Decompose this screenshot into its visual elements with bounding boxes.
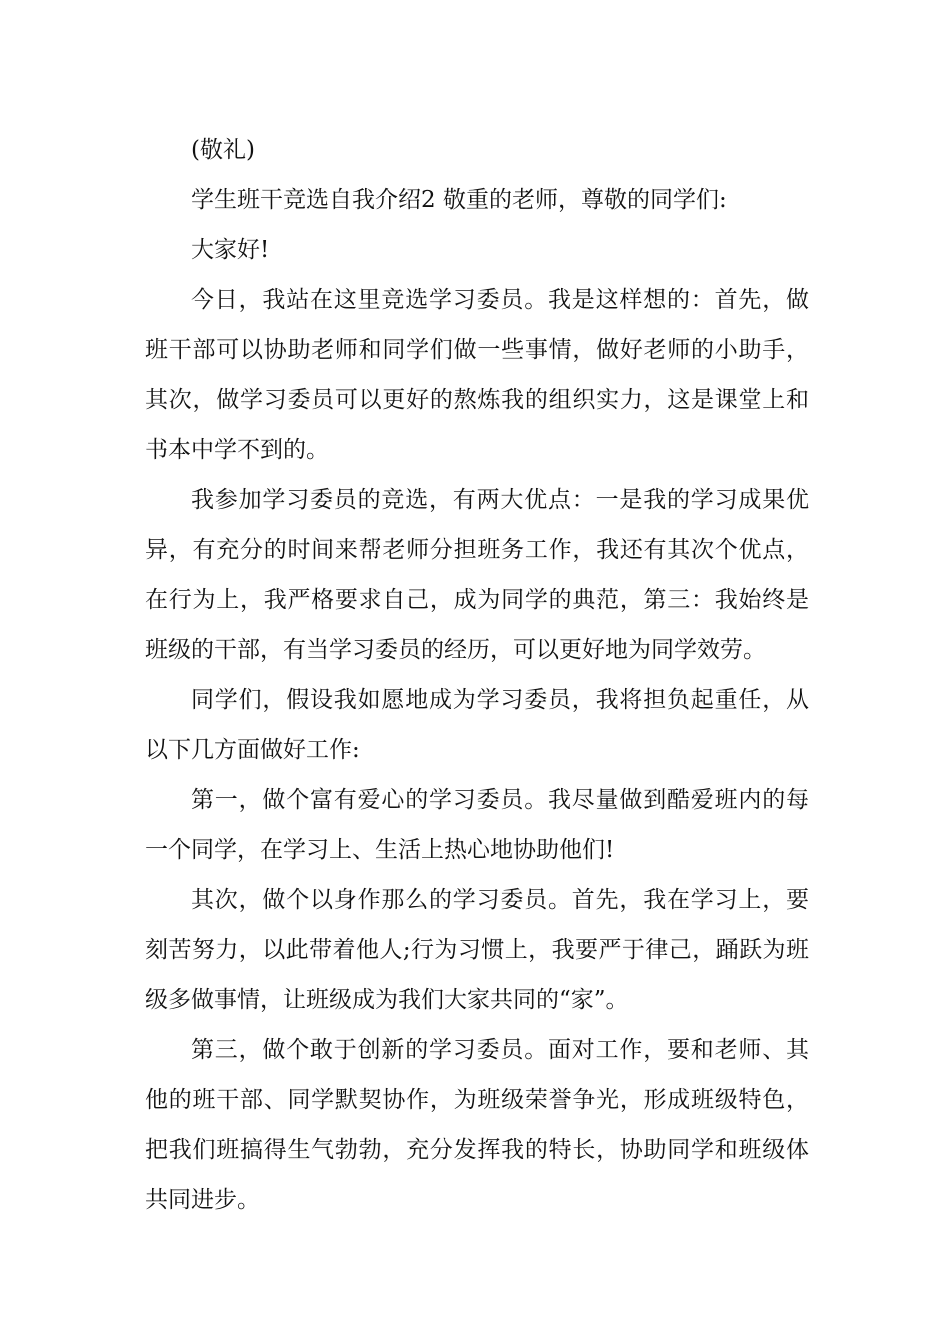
paragraph-plan-third: 第三，做个敢于创新的学习委员。面对工作，要和老师、其他的班干部、同学默契协作，为班级荣誉争光，形成班级特色，把我们班搞得生气勃勃，充分发挥我的特长，协助同学和班级体共同进步。	[145, 1037, 809, 1213]
paragraph-plan-intro: 同学们，假设我如愿地成为学习委员，我将担负起重任，从以下几方面做好工作:	[145, 687, 809, 763]
paragraph-plan-first: 第一，做个富有爱心的学习委员。我尽量做到酷爱班内的每一个同学，在学习上、生活上热心地协助他们!	[145, 787, 809, 863]
paragraph-strengths: 我参加学习委员的竞选，有两大优点：一是我的学习成果优异，有充分的时间来帮老师分担班务工作，我还有其次个优点，在行为上，我严格要求自己，成为同学的典范，第三：我始终是班级的干部，有当学习委员的经历，可以更好地为同学效劳。	[145, 487, 809, 663]
paragraph-plan-second: 其次，做个以身作那么的学习委员。首先，我在学习上，要刻苦努力，以此带着他人;行为习惯上，我要严于律己，踊跃为班级多做事情，让班级成为我们大家共同的“家”。	[145, 887, 809, 1013]
document-body	[145, 125, 809, 1225]
greeting-line: 大家好!	[191, 237, 270, 263]
closing-salutation: (敬礼)	[191, 137, 255, 163]
speech-heading-greeting: 学生班干竞选自我介绍2 敬重的老师，尊敬的同学们:	[191, 187, 727, 213]
paragraph-intro: 今日，我站在这里竞选学习委员。我是这样想的：首先，做班干部可以协助老师和同学们做一些事情，做好老师的小助手，其次，做学习委员可以更好的熬炼我的组织实力，这是课堂上和书本中学不到的。	[145, 287, 809, 463]
